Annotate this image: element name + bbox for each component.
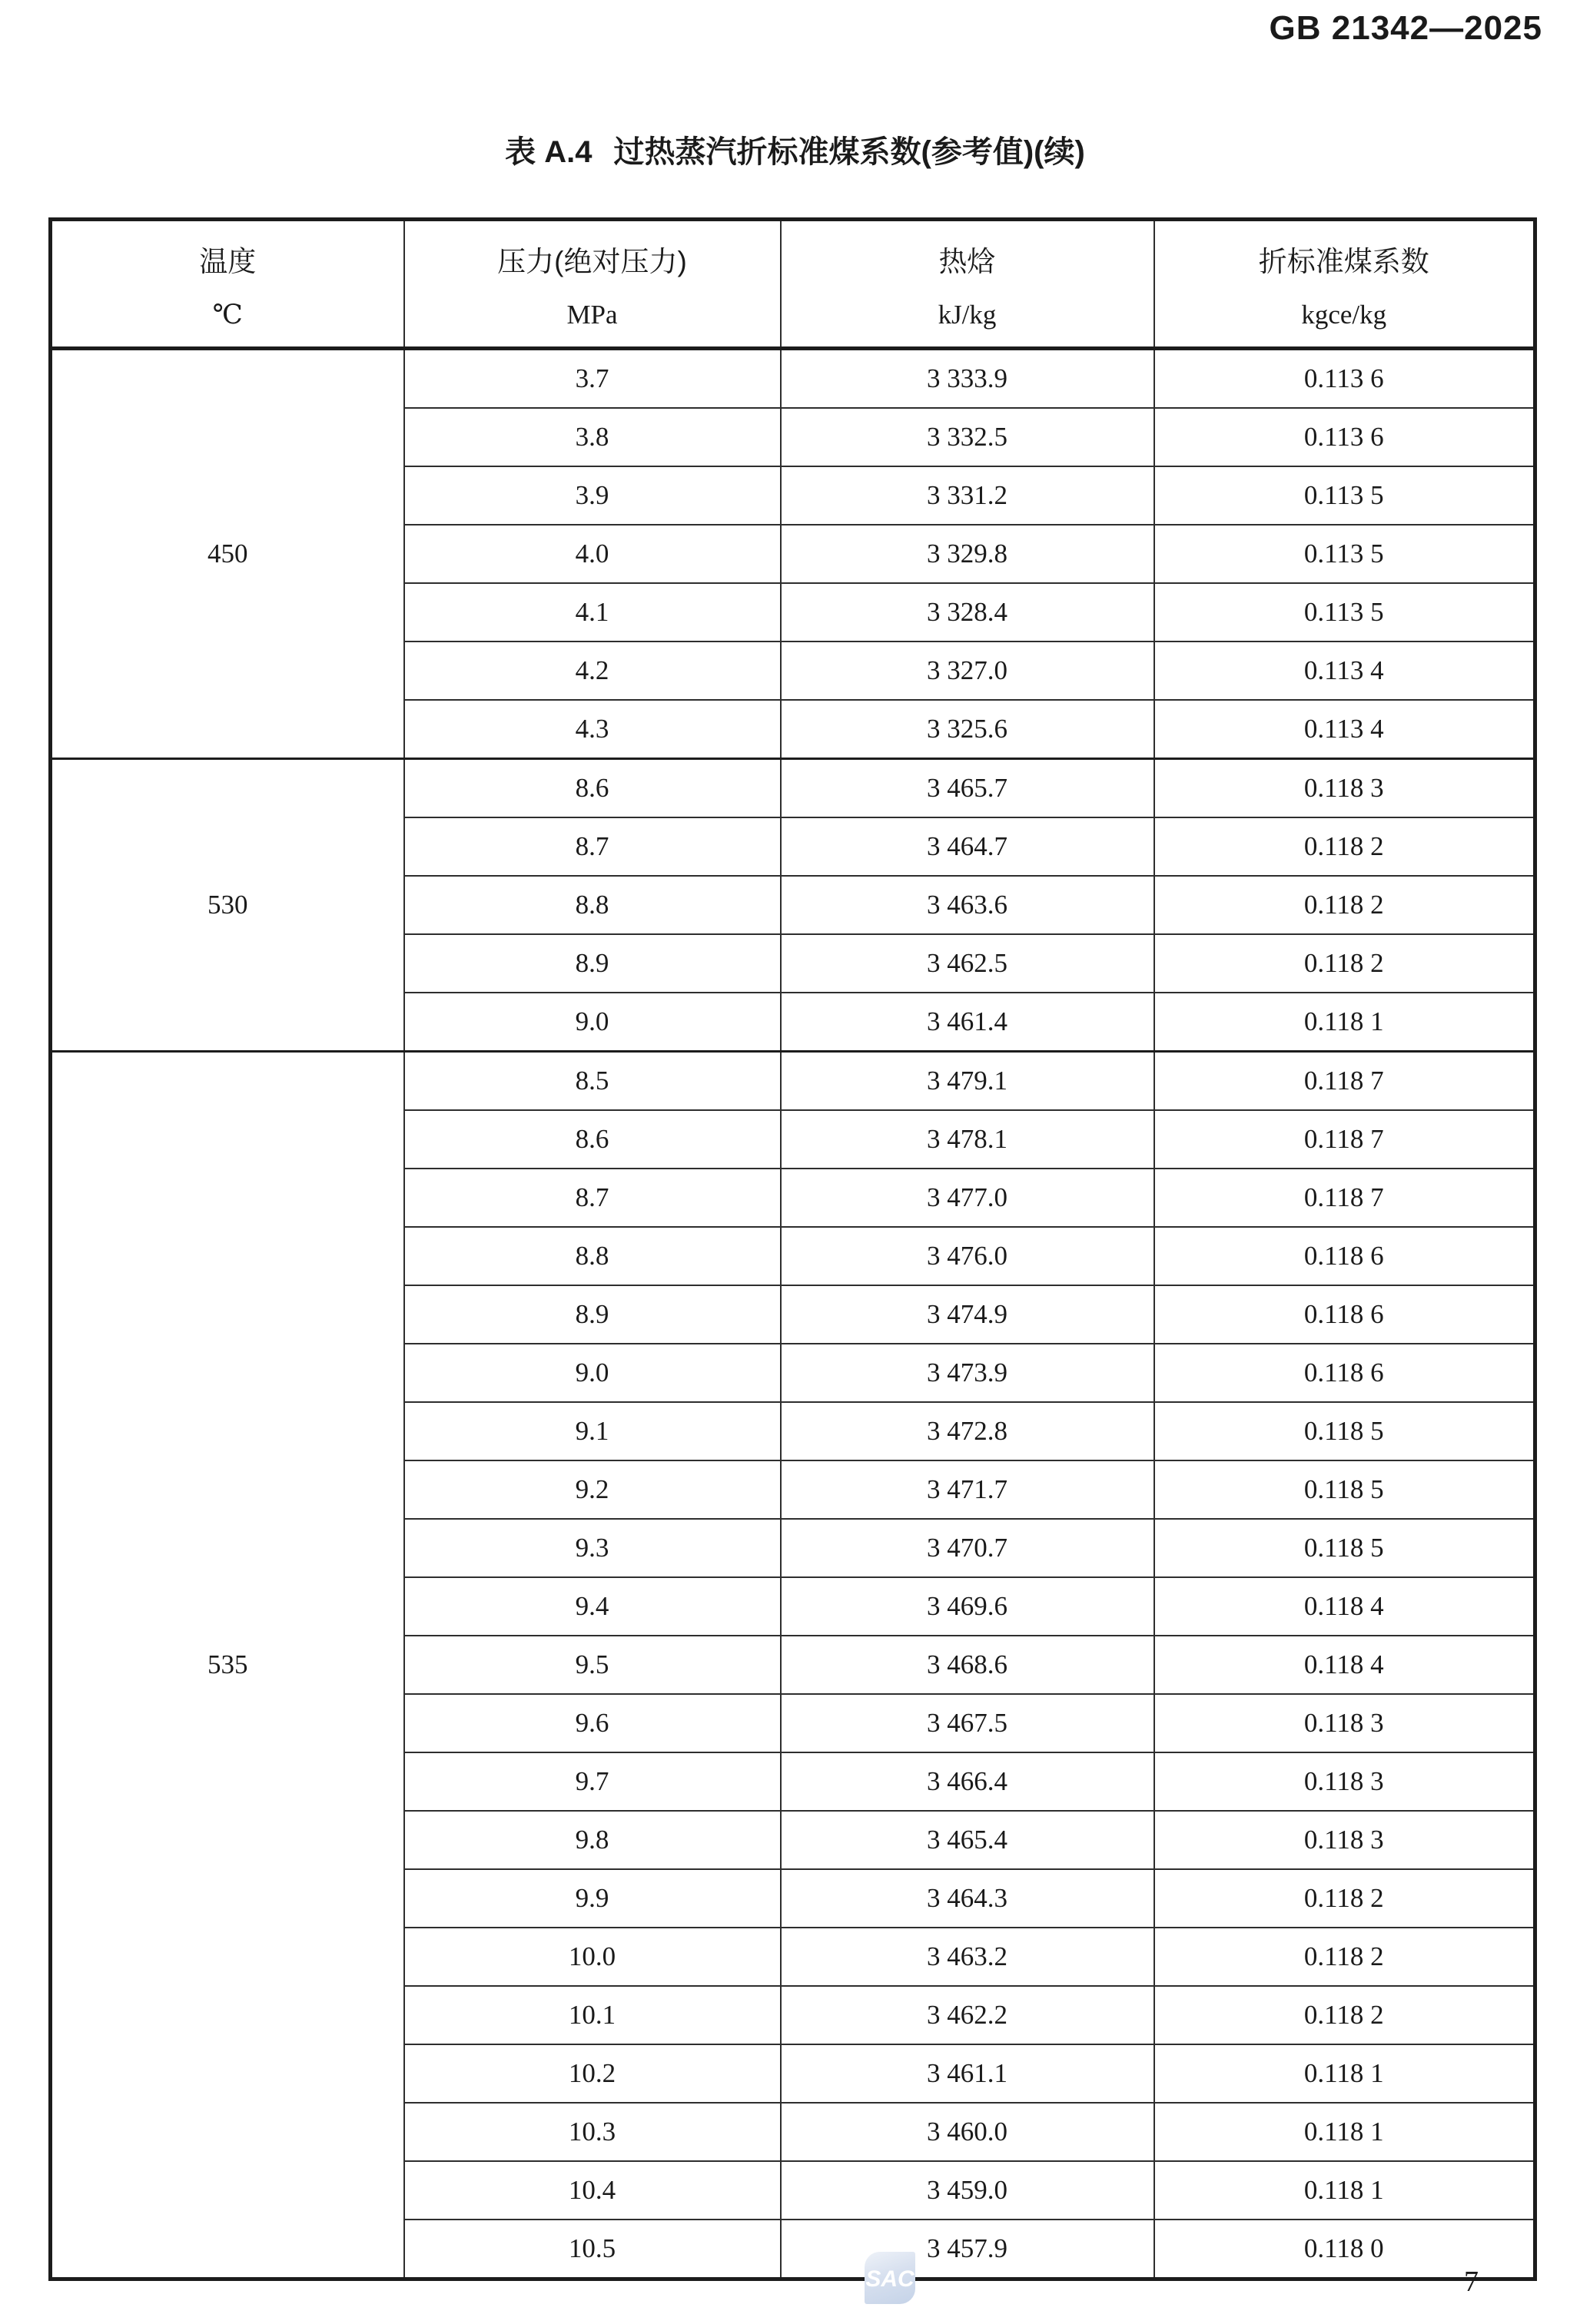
pressure-cell: 3.9 xyxy=(404,466,781,525)
coefficient-cell: 0.113 6 xyxy=(1154,349,1535,409)
enthalpy-cell: 3 465.4 xyxy=(781,1811,1154,1869)
coefficient-cell: 0.118 5 xyxy=(1154,1402,1535,1460)
pressure-cell: 8.6 xyxy=(404,759,781,818)
column-name: 热焓 xyxy=(938,245,996,277)
enthalpy-cell: 3 329.8 xyxy=(781,525,1154,583)
table-row xyxy=(51,1052,1535,1111)
pressure-cell: 9.0 xyxy=(404,993,781,1052)
enthalpy-cell: 3 325.6 xyxy=(781,700,1154,759)
enthalpy-cell: 3 463.6 xyxy=(781,876,1154,934)
enthalpy-cell: 3 461.1 xyxy=(781,2044,1154,2103)
pressure-cell: 10.1 xyxy=(404,1986,781,2044)
enthalpy-cell: 3 479.1 xyxy=(781,1052,1154,1111)
pressure-cell: 10.4 xyxy=(404,2161,781,2220)
enthalpy-cell: 3 461.4 xyxy=(781,993,1154,1052)
column-header-enthalpy xyxy=(781,220,1154,349)
enthalpy-cell: 3 328.4 xyxy=(781,583,1154,642)
column-unit: ℃ xyxy=(212,299,243,330)
enthalpy-cell: 3 470.7 xyxy=(781,1519,1154,1577)
sac-logo-text: SAC xyxy=(865,2266,914,2292)
pressure-cell: 9.2 xyxy=(404,1460,781,1519)
pressure-cell: 8.7 xyxy=(404,817,781,876)
coefficient-cell: 0.118 2 xyxy=(1154,1928,1535,1986)
coefficient-cell: 0.113 5 xyxy=(1154,583,1535,642)
coefficient-cell: 0.118 5 xyxy=(1154,1519,1535,1577)
coefficient-cell: 0.118 2 xyxy=(1154,1869,1535,1928)
pressure-cell: 8.5 xyxy=(404,1052,781,1111)
pressure-cell: 8.8 xyxy=(404,876,781,934)
pressure-cell: 4.3 xyxy=(404,700,781,759)
pressure-cell: 3.7 xyxy=(404,349,781,409)
coefficient-cell: 0.118 0 xyxy=(1154,2220,1535,2279)
table-row xyxy=(51,759,1535,818)
enthalpy-cell: 3 464.7 xyxy=(781,817,1154,876)
pressure-cell: 10.2 xyxy=(404,2044,781,2103)
enthalpy-cell: 3 473.9 xyxy=(781,1344,1154,1402)
column-header-temperature xyxy=(51,220,404,349)
standard-code: GB 21342—2025 xyxy=(1269,9,1542,47)
coefficient-cell: 0.118 7 xyxy=(1154,1110,1535,1169)
enthalpy-cell: 3 472.8 xyxy=(781,1402,1154,1460)
pressure-cell: 9.5 xyxy=(404,1636,781,1694)
pressure-cell: 9.3 xyxy=(404,1519,781,1577)
column-name: 温度 xyxy=(199,245,257,277)
pressure-cell: 8.7 xyxy=(404,1169,781,1227)
table-title-label: 表 A.4 xyxy=(505,135,593,169)
coefficient-cell: 0.118 1 xyxy=(1154,2161,1535,2220)
enthalpy-cell: 3 332.5 xyxy=(781,408,1154,466)
pressure-cell: 4.0 xyxy=(404,525,781,583)
enthalpy-cell: 3 469.6 xyxy=(781,1577,1154,1636)
pressure-cell: 8.8 xyxy=(404,1227,781,1285)
coefficient-cell: 0.118 2 xyxy=(1154,1986,1535,2044)
enthalpy-cell: 3 463.2 xyxy=(781,1928,1154,1986)
enthalpy-cell: 3 467.5 xyxy=(781,1694,1154,1752)
pressure-cell: 9.4 xyxy=(404,1577,781,1636)
pressure-cell: 4.1 xyxy=(404,583,781,642)
coefficient-cell: 0.118 3 xyxy=(1154,1811,1535,1869)
coefficient-cell: 0.113 5 xyxy=(1154,466,1535,525)
temperature-group-cell: 535 xyxy=(51,1052,404,2279)
enthalpy-cell: 3 333.9 xyxy=(781,349,1154,409)
coefficient-cell: 0.118 2 xyxy=(1154,876,1535,934)
enthalpy-cell: 3 465.7 xyxy=(781,759,1154,818)
enthalpy-cell: 3 327.0 xyxy=(781,642,1154,700)
coefficient-cell: 0.118 5 xyxy=(1154,1460,1535,1519)
pressure-cell: 9.0 xyxy=(404,1344,781,1402)
table-title xyxy=(0,128,1590,171)
coefficient-cell: 0.118 3 xyxy=(1154,1752,1535,1811)
coefficient-cell: 0.118 2 xyxy=(1154,934,1535,993)
enthalpy-cell: 3 471.7 xyxy=(781,1460,1154,1519)
pressure-cell: 8.6 xyxy=(404,1110,781,1169)
table-title-text: 过热蒸汽折标准煤系数(参考值)(续) xyxy=(613,135,1085,169)
enthalpy-cell: 3 468.6 xyxy=(781,1636,1154,1694)
enthalpy-cell: 3 331.2 xyxy=(781,466,1154,525)
coefficient-cell: 0.113 6 xyxy=(1154,408,1535,466)
coefficient-cell: 0.118 4 xyxy=(1154,1577,1535,1636)
pressure-cell: 10.0 xyxy=(404,1928,781,1986)
temperature-group-cell: 450 xyxy=(51,349,404,759)
enthalpy-cell: 3 462.5 xyxy=(781,934,1154,993)
coefficient-cell: 0.118 6 xyxy=(1154,1344,1535,1402)
pressure-cell: 8.9 xyxy=(404,1285,781,1344)
table-row xyxy=(51,349,1535,409)
pressure-cell: 9.1 xyxy=(404,1402,781,1460)
column-unit: MPa xyxy=(566,299,618,330)
enthalpy-cell: 3 464.3 xyxy=(781,1869,1154,1928)
pressure-cell: 10.5 xyxy=(404,2220,781,2279)
table-header xyxy=(51,220,1535,349)
sac-logo xyxy=(865,2252,915,2304)
header-row xyxy=(51,220,1535,349)
enthalpy-cell: 3 459.0 xyxy=(781,2161,1154,2220)
coefficient-cell: 0.113 5 xyxy=(1154,525,1535,583)
column-header-coefficient xyxy=(1154,220,1535,349)
enthalpy-cell: 3 457.9 xyxy=(781,2220,1154,2279)
coefficient-table-body xyxy=(51,349,1535,2279)
enthalpy-cell: 3 466.4 xyxy=(781,1752,1154,1811)
column-name: 压力(绝对压力) xyxy=(497,245,687,277)
coefficient-cell: 0.118 3 xyxy=(1154,1694,1535,1752)
enthalpy-cell: 3 478.1 xyxy=(781,1110,1154,1169)
coefficient-cell: 0.118 6 xyxy=(1154,1285,1535,1344)
pressure-cell: 9.7 xyxy=(404,1752,781,1811)
coefficient-cell: 0.113 4 xyxy=(1154,642,1535,700)
enthalpy-cell: 3 476.0 xyxy=(781,1227,1154,1285)
enthalpy-cell: 3 460.0 xyxy=(781,2103,1154,2161)
pressure-cell: 9.8 xyxy=(404,1811,781,1869)
coefficient-cell: 0.118 3 xyxy=(1154,759,1535,818)
coefficient-cell: 0.118 7 xyxy=(1154,1052,1535,1111)
coefficient-cell: 0.118 1 xyxy=(1154,993,1535,1052)
coefficient-cell: 0.118 4 xyxy=(1154,1636,1535,1694)
enthalpy-cell: 3 477.0 xyxy=(781,1169,1154,1227)
coefficient-cell: 0.113 4 xyxy=(1154,700,1535,759)
enthalpy-cell: 3 474.9 xyxy=(781,1285,1154,1344)
pressure-cell: 9.9 xyxy=(404,1869,781,1928)
column-header-pressure xyxy=(404,220,781,349)
coefficient-table xyxy=(48,217,1537,2281)
pressure-cell: 8.9 xyxy=(404,934,781,993)
temperature-group-cell: 530 xyxy=(51,759,404,1052)
coefficient-cell: 0.118 6 xyxy=(1154,1227,1535,1285)
coefficient-cell: 0.118 1 xyxy=(1154,2044,1535,2103)
enthalpy-cell: 3 462.2 xyxy=(781,1986,1154,2044)
pressure-cell: 4.2 xyxy=(404,642,781,700)
coefficient-cell: 0.118 1 xyxy=(1154,2103,1535,2161)
coefficient-cell: 0.118 7 xyxy=(1154,1169,1535,1227)
pressure-cell: 10.3 xyxy=(404,2103,781,2161)
coefficient-cell: 0.118 2 xyxy=(1154,817,1535,876)
page-number: 7 xyxy=(1464,2266,1479,2298)
column-unit: kgce/kg xyxy=(1301,299,1387,330)
column-unit: kJ/kg xyxy=(938,299,997,330)
pressure-cell: 3.8 xyxy=(404,408,781,466)
pressure-cell: 9.6 xyxy=(404,1694,781,1752)
column-name: 折标准煤系数 xyxy=(1258,245,1429,277)
